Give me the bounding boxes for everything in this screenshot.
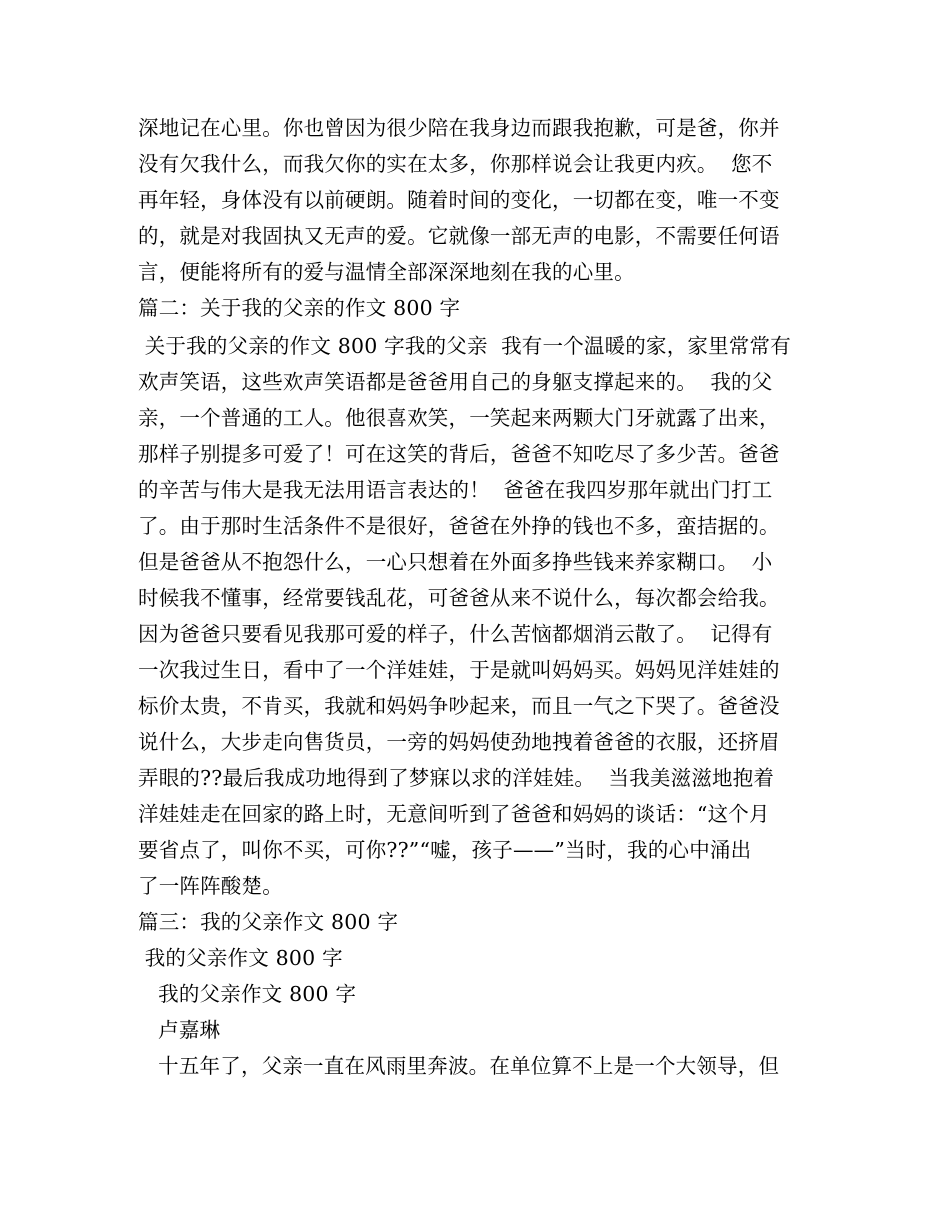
text-line: 言，便能将所有的爱与温情全部深深地刻在我的心里。 [138,260,635,284]
text-line: 洋娃娃走在回家的路上时，无意间听到了爸爸和妈妈的谈话：“这个月 [138,802,770,826]
text-line: 弄眼的??最后我成功地得到了梦寐以求的洋娃娃。 当我美滋滋地抱着 [138,766,775,790]
text-line: 但是爸爸从不抱怨什么，一心只想着在外面多挣些钱来养家糊口。 小 [138,550,773,574]
text-line: 要省点了，叫你不买，可你??”“嘘，孩子——”当时，我的心中涌出 [138,838,752,862]
text-line: 那样子别提多可爱了！可在这笑的背后，爸爸不知吃尽了多少苦。爸爸 [138,442,780,466]
text-line: 关于我的父亲的作文 800 字我的父亲 我有一个温暖的家，家里常常有 [138,334,791,358]
author-line: 卢嘉琳 [138,1018,221,1042]
text-line: 亲，一个普通的工人。他很喜欢笑，一笑起来两颗大门牙就露了出来， [138,406,780,430]
section-heading: 篇三：我的父亲作文 800 字 [138,910,399,934]
text-line: 我的父亲作文 800 字 [138,946,343,970]
text-line: 一次我过生日，看中了一个洋娃娃，于是就叫妈妈买。妈妈见洋娃娃的 [138,658,780,682]
text-line: 再年轻，身体没有以前硬朗。随着时间的变化，一切都在变，唯一不变 [138,188,780,212]
text-line: 了一阵阵酸楚。 [138,874,283,898]
text-line: 的辛苦与伟大是我无法用语言表达的！ 爸爸在我四岁那年就出门打工 [138,478,773,502]
text-line: 我的父亲作文 800 字 [138,982,357,1006]
text-line: 了。由于那时生活条件不是很好，爸爸在外挣的钱也不多，蛮拮据的。 [138,514,780,538]
text-line: 时候我不懂事，经常要钱乱花，可爸爸从来不说什么，每次都会给我。 [138,586,780,610]
text-line: 的，就是对我固执又无声的爱。它就像一部无声的电影，不需要任何语 [138,224,780,248]
text-line: 标价太贵，不肯买，我就和妈妈争吵起来，而且一气之下哭了。爸爸没 [138,694,780,718]
text-line: 因为爸爸只要看见我那可爱的样子，什么苦恼都烟消云散了。 记得有 [138,622,773,646]
text-line: 欢声笑语，这些欢声笑语都是爸爸用自己的身躯支撑起来的。 我的父 [138,370,773,394]
text-line: 说什么，大步走向售货员，一旁的妈妈使劲地拽着爸爸的衣服，还挤眉 [138,730,780,754]
text-line: 深地记在心里。你也曾因为很少陪在我身边而跟我抱歉，可是爸，你并 [138,116,780,140]
section-heading: 篇二：关于我的父亲的作文 800 字 [138,296,461,320]
text-line: 没有欠我什么，而我欠你的实在太多，你那样说会让我更内疚。 您不 [138,152,773,176]
text-line: 十五年了，父亲一直在风雨里奔波。在单位算不上是一个大领导，但 [138,1054,780,1078]
